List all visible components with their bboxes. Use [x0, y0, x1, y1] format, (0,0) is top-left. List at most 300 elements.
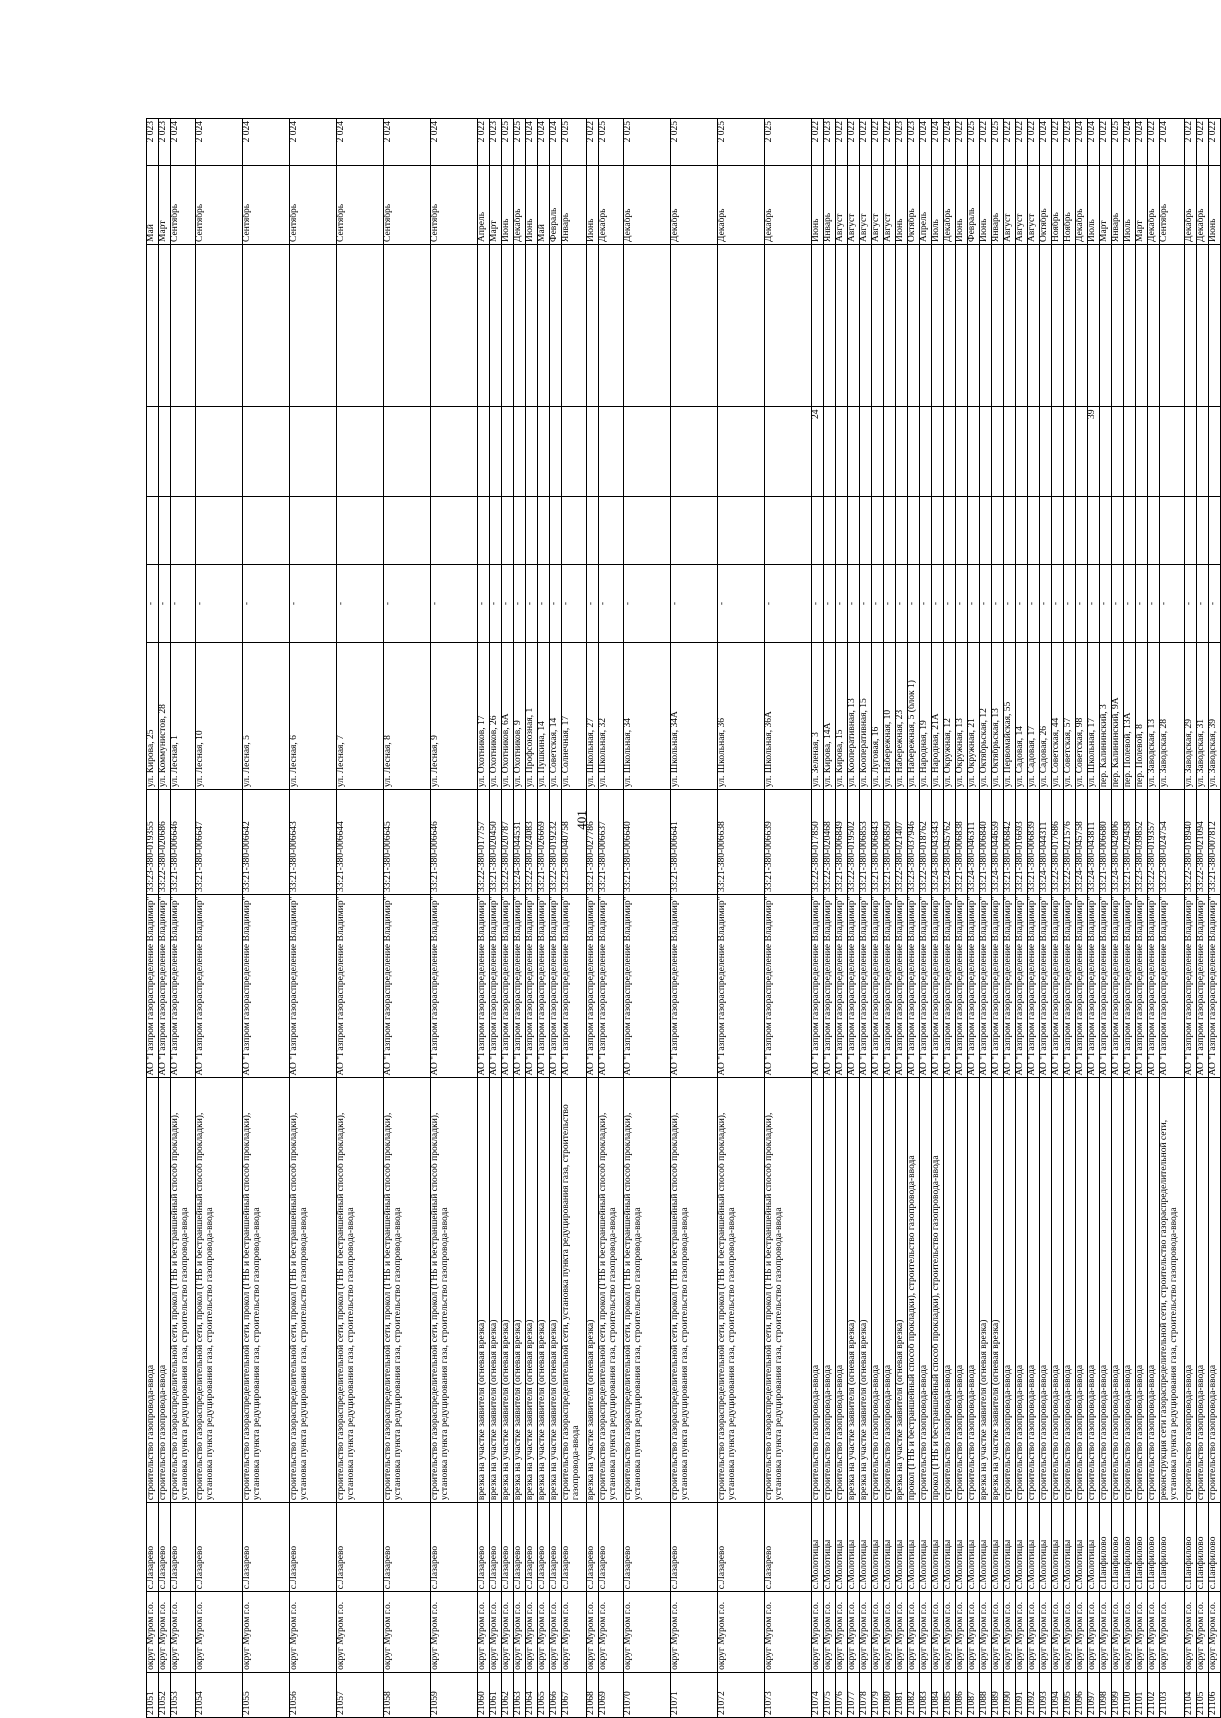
- table-row: [1076, 119, 1088, 1718]
- extra-cell-3: [538, 407, 550, 496]
- work-type-cell: строительство газопровода-ввода: [968, 1078, 980, 1503]
- month-cell: Январь: [1112, 166, 1124, 245]
- month-cell: Июль: [1088, 166, 1100, 245]
- organization-cell: АО "Газпром газораспределение Владимир": [848, 894, 860, 1077]
- district-cell: округ Муром г.о.: [1088, 1592, 1100, 1673]
- month-cell: Сентябрь: [171, 166, 196, 245]
- extra-cell-2: [718, 496, 765, 564]
- row-number: 21057: [337, 1672, 384, 1717]
- work-type-cell: строительство газораспределительной сети, прокол (ГНБ и бестраншейный способ прокладки), установка пункта редуцирования газа, строительство газопровода-ввода: [431, 1078, 478, 1503]
- cadastral-number-cell: 33:21-380-016693: [1016, 790, 1028, 895]
- row-number: 21080: [884, 1672, 896, 1717]
- extra-cell-3: [171, 407, 196, 496]
- locality-cell: с.Лазарево: [171, 1503, 196, 1592]
- table-row: [502, 119, 514, 1718]
- month-cell: Сентябрь: [243, 166, 290, 245]
- address-cell: ул. Школьная, 32: [599, 643, 624, 790]
- extra-cell-1: -: [765, 564, 812, 643]
- table-row: [1016, 119, 1028, 1718]
- address-cell: ул. Заводская, 28: [1160, 643, 1185, 790]
- row-number: 21104: [1185, 1672, 1197, 1717]
- extra-cell-4: [1028, 244, 1040, 407]
- organization-cell: АО "Газпром газораспределение Владимир": [1136, 894, 1148, 1077]
- row-number: 21082: [908, 1672, 920, 1717]
- address-cell: ул. Кирова, 15: [836, 643, 848, 790]
- work-type-cell: строительство газопровода-ввода: [872, 1078, 884, 1503]
- table-row: [337, 119, 384, 1718]
- extra-cell-2: [147, 496, 159, 564]
- extra-cell-1: -: [812, 564, 824, 643]
- month-cell: Февраль: [968, 166, 980, 245]
- organization-cell: АО "Газпром газораспределение Владимир": [431, 894, 478, 1077]
- organization-cell: АО "Газпром газораспределение Владимир": [860, 894, 872, 1077]
- extra-cell-4: [968, 244, 980, 407]
- work-type-cell: врезка на участке заявителя (огневая врезка): [550, 1078, 562, 1503]
- table-row: [478, 119, 490, 1718]
- extra-cell-3: [526, 407, 538, 496]
- table-row: [968, 119, 980, 1718]
- table-row: [1100, 119, 1112, 1718]
- extra-cell-3: [765, 407, 812, 496]
- year-cell: 2 024: [196, 119, 243, 166]
- extra-cell-4: [159, 244, 171, 407]
- address-cell: ул. Лесная, 9: [431, 643, 478, 790]
- district-cell: округ Муром г.о.: [908, 1592, 920, 1673]
- row-number: 21087: [968, 1672, 980, 1717]
- organization-cell: АО "Газпром газораспределение Владимир": [718, 894, 765, 1077]
- work-type-cell: строительство газораспределительной сети, прокол (ГНБ и бестраншейный способ прокладки), установка пункта редуцирования газа, строительство газопровода-ввода: [599, 1078, 624, 1503]
- district-cell: округ Муром г.о.: [337, 1592, 384, 1673]
- extra-cell-4: [1148, 244, 1160, 407]
- address-cell: пер. Полевой, 13А: [1124, 643, 1136, 790]
- table-row: [624, 119, 671, 1718]
- table-row: [1028, 119, 1040, 1718]
- extra-cell-3: [1040, 407, 1052, 496]
- address-cell: ул. Заводская, 29: [1185, 643, 1197, 790]
- table-row: [1052, 119, 1064, 1718]
- extra-cell-2: [562, 496, 587, 564]
- extra-cell-4: [478, 244, 490, 407]
- organization-cell: АО "Газпром газораспределение Владимир": [490, 894, 502, 1077]
- row-number: 21097: [1088, 1672, 1100, 1717]
- extra-cell-3: [1112, 407, 1124, 496]
- year-cell: 2 025: [992, 119, 1004, 166]
- locality-cell: с.Панфилово: [1100, 1503, 1112, 1592]
- year-cell: 2 022: [812, 119, 824, 166]
- locality-cell: с.Лазарево: [550, 1503, 562, 1592]
- year-cell: 2 024: [1124, 119, 1136, 166]
- extra-cell-2: [848, 496, 860, 564]
- work-type-cell: строительство газораспределительной сети, прокол (ГНБ и бестраншейный способ прокладки), установка пункта редуцирования газа, строительство газопровода-ввода: [384, 1078, 431, 1503]
- extra-cell-4: [812, 244, 824, 407]
- address-cell: ул. Октябрьская, 13: [992, 643, 1004, 790]
- locality-cell: с.Лазарево: [431, 1503, 478, 1592]
- year-cell: 2 023: [490, 119, 502, 166]
- district-cell: округ Муром г.о.: [836, 1592, 848, 1673]
- locality-cell: с.Молотицы: [932, 1503, 944, 1592]
- table-row: [1197, 119, 1209, 1718]
- cadastral-number-cell: 33:22-380-020686: [159, 790, 171, 895]
- locality-cell: с.Панфилово: [1148, 1503, 1160, 1592]
- month-cell: Май: [147, 166, 159, 245]
- row-number: 21053: [171, 1672, 196, 1717]
- district-cell: округ Муром г.о.: [490, 1592, 502, 1673]
- table-row: [1112, 119, 1124, 1718]
- organization-cell: АО "Газпром газораспределение Владимир": [538, 894, 550, 1077]
- year-cell: 2 024: [384, 119, 431, 166]
- work-type-cell: строительство газопровода-ввода: [1209, 1078, 1221, 1503]
- organization-cell: АО "Газпром газораспределение Владимир": [147, 894, 159, 1077]
- district-cell: округ Муром г.о.: [1197, 1592, 1209, 1673]
- cadastral-number-cell: 33:21-380-020450: [490, 790, 502, 895]
- address-cell: ул. Коммунистов, 28: [159, 643, 171, 790]
- extra-cell-1: -: [514, 564, 526, 643]
- table-row: [920, 119, 932, 1718]
- extra-cell-3: [384, 407, 431, 496]
- rotated-table-container: [146, 118, 1218, 1718]
- table-row: [1040, 119, 1052, 1718]
- row-number: 21073: [765, 1672, 812, 1717]
- extra-cell-2: [514, 496, 526, 564]
- locality-cell: с.Лазарево: [337, 1503, 384, 1592]
- address-cell: ул. Окружная, 12: [944, 643, 956, 790]
- table-row: [896, 119, 908, 1718]
- work-type-cell: реконструкция сети газораспределительной сети, строительство газораспределительной сети, установка пункта редуцирования газа, строительство газопровода-ввода: [1160, 1078, 1185, 1503]
- extra-cell-2: [490, 496, 502, 564]
- extra-cell-2: [812, 496, 824, 564]
- extra-cell-1: -: [1124, 564, 1136, 643]
- address-cell: ул. Набережная, 23: [896, 643, 908, 790]
- extra-cell-2: [502, 496, 514, 564]
- cadastral-number-cell: 33:24-380-043343: [932, 790, 944, 895]
- month-cell: Июнь: [502, 166, 514, 245]
- work-type-cell: прокол (ГНБ и бестраншейный способ прокладки), строительство газопровода-ввода: [908, 1078, 920, 1503]
- work-type-cell: строительство газопровода-ввода: [1004, 1078, 1016, 1503]
- extra-cell-1: -: [908, 564, 920, 643]
- address-cell: пер. Калининский, 9А: [1112, 643, 1124, 790]
- year-cell: 2 024: [171, 119, 196, 166]
- district-cell: округ Муром г.о.: [196, 1592, 243, 1673]
- district-cell: округ Муром г.о.: [1185, 1592, 1197, 1673]
- table-row: [526, 119, 538, 1718]
- address-cell: ул. Школьная, 36А: [765, 643, 812, 790]
- extra-cell-1: -: [290, 564, 337, 643]
- row-number: 21055: [243, 1672, 290, 1717]
- row-number: 21056: [290, 1672, 337, 1717]
- district-cell: округ Муром г.о.: [824, 1592, 836, 1673]
- year-cell: 2 023: [824, 119, 836, 166]
- row-number: 21060: [478, 1672, 490, 1717]
- address-cell: ул. Кирова, 14А: [824, 643, 836, 790]
- organization-cell: АО "Газпром газораспределение Владимир": [1160, 894, 1185, 1077]
- address-cell: пер. Калининский, 3: [1100, 643, 1112, 790]
- district-cell: округ Муром г.о.: [872, 1592, 884, 1673]
- table-row: [538, 119, 550, 1718]
- month-cell: Апрель: [920, 166, 932, 245]
- extra-cell-3: [196, 407, 243, 496]
- district-cell: округ Муром г.о.: [1148, 1592, 1160, 1673]
- organization-cell: АО "Газпром газораспределение Владимир": [1016, 894, 1028, 1077]
- organization-cell: АО "Газпром газораспределение Владимир": [932, 894, 944, 1077]
- extra-cell-3: [337, 407, 384, 496]
- extra-cell-3: [1100, 407, 1112, 496]
- organization-cell: АО "Газпром газораспределение Владимир": [502, 894, 514, 1077]
- year-cell: 2 025: [562, 119, 587, 166]
- gas-works-table: [146, 118, 1221, 1718]
- extra-cell-4: [1004, 244, 1016, 407]
- row-number: 21089: [992, 1672, 1004, 1717]
- organization-cell: АО "Газпром газораспределение Владимир": [337, 894, 384, 1077]
- year-cell: 2 025: [624, 119, 671, 166]
- extra-cell-4: [908, 244, 920, 407]
- extra-cell-1: -: [944, 564, 956, 643]
- organization-cell: АО "Газпром газораспределение Владимир": [992, 894, 1004, 1077]
- address-cell: ул. Садовая, 14: [1016, 643, 1028, 790]
- extra-cell-2: [538, 496, 550, 564]
- year-cell: 2 022: [884, 119, 896, 166]
- table-row: [718, 119, 765, 1718]
- address-cell: ул. Школьная, 34: [624, 643, 671, 790]
- year-cell: 2 023: [908, 119, 920, 166]
- extra-cell-2: [159, 496, 171, 564]
- locality-cell: с.Панфилово: [1160, 1503, 1185, 1592]
- organization-cell: АО "Газпром газораспределение Владимир": [1148, 894, 1160, 1077]
- extra-cell-4: [884, 244, 896, 407]
- month-cell: Июнь: [526, 166, 538, 245]
- row-number: 21085: [944, 1672, 956, 1717]
- organization-cell: АО "Газпром газораспределение Владимир": [1004, 894, 1016, 1077]
- extra-cell-4: [824, 244, 836, 407]
- district-cell: округ Муром г.о.: [243, 1592, 290, 1673]
- row-number: 21068: [587, 1672, 599, 1717]
- extra-cell-3: [896, 407, 908, 496]
- row-number: 21069: [599, 1672, 624, 1717]
- locality-cell: с.Лазарево: [526, 1503, 538, 1592]
- cadastral-number-cell: 33:21-380-006645: [384, 790, 431, 895]
- month-cell: Март: [159, 166, 171, 245]
- extra-cell-1: -: [836, 564, 848, 643]
- month-cell: Июнь: [980, 166, 992, 245]
- extra-cell-1: -: [1088, 564, 1100, 643]
- extra-cell-2: [1124, 496, 1136, 564]
- extra-cell-2: [478, 496, 490, 564]
- work-type-cell: строительство газораспределительной сети, прокол (ГНБ и бестраншейный способ прокладки), установка пункта редуцирования газа, строительство газопровода-ввода: [196, 1078, 243, 1503]
- organization-cell: АО "Газпром газораспределение Владимир": [624, 894, 671, 1077]
- extra-cell-2: [1076, 496, 1088, 564]
- locality-cell: с.Лазарево: [243, 1503, 290, 1592]
- work-type-cell: строительство газораспределительной сети, прокол (ГНБ и бестраншейный способ прокладки), установка пункта редуцирования газа, строительство газопровода-ввода: [765, 1078, 812, 1503]
- organization-cell: АО "Газпром газораспределение Владимир": [1040, 894, 1052, 1077]
- cadastral-number-cell: 33:21-380-029458: [1124, 790, 1136, 895]
- extra-cell-3: [1136, 407, 1148, 496]
- table-row: [243, 119, 290, 1718]
- district-cell: округ Муром г.о.: [1052, 1592, 1064, 1673]
- cadastral-number-cell: 33:24-380-044311: [1040, 790, 1052, 895]
- cadastral-number-cell: 33:24-380-042806: [1112, 790, 1124, 895]
- cadastral-number-cell: 33:21-380-006643: [290, 790, 337, 895]
- work-type-cell: врезка на участке заявителя (огневая врезка): [514, 1078, 526, 1503]
- organization-cell: АО "Газпром газораспределение Владимир": [1088, 894, 1100, 1077]
- extra-cell-3: [1016, 407, 1028, 496]
- table-row: [147, 119, 159, 1718]
- address-cell: ул. Лесная, 8: [384, 643, 431, 790]
- cadastral-number-cell: 33:22-380-017850: [812, 790, 824, 895]
- month-cell: Август: [1016, 166, 1028, 245]
- extra-cell-1: -: [562, 564, 587, 643]
- district-cell: округ Муром г.о.: [884, 1592, 896, 1673]
- locality-cell: с.Лазарево: [718, 1503, 765, 1592]
- year-cell: 2 024: [1160, 119, 1185, 166]
- year-cell: 2 025: [599, 119, 624, 166]
- row-number: 21067: [562, 1672, 587, 1717]
- locality-cell: с.Молотицы: [956, 1503, 968, 1592]
- extra-cell-1: -: [884, 564, 896, 643]
- month-cell: Июль: [1124, 166, 1136, 245]
- table-row: [824, 119, 836, 1718]
- extra-cell-2: [1088, 496, 1100, 564]
- year-cell: 2 024: [1076, 119, 1088, 166]
- month-cell: Август: [1028, 166, 1040, 245]
- extra-cell-4: [526, 244, 538, 407]
- extra-cell-4: [896, 244, 908, 407]
- month-cell: Январь: [824, 166, 836, 245]
- month-cell: Август: [848, 166, 860, 245]
- row-number: 21066: [550, 1672, 562, 1717]
- organization-cell: АО "Газпром газораспределение Владимир": [478, 894, 490, 1077]
- extra-cell-3: [624, 407, 671, 496]
- cadastral-number-cell: 33:21-380-006646: [431, 790, 478, 895]
- extra-cell-2: [1136, 496, 1148, 564]
- district-cell: округ Муром г.о.: [992, 1592, 1004, 1673]
- work-type-cell: врезка на участке заявителя (огневая врезка): [478, 1078, 490, 1503]
- extra-cell-1: -: [243, 564, 290, 643]
- row-number: 21072: [718, 1672, 765, 1717]
- row-number: 21070: [624, 1672, 671, 1717]
- address-cell: ул. Охотников, 6А: [502, 643, 514, 790]
- extra-cell-2: [824, 496, 836, 564]
- year-cell: 2 023: [1064, 119, 1076, 166]
- extra-cell-3: [1064, 407, 1076, 496]
- address-cell: ул. Заводская, 39: [1209, 643, 1221, 790]
- extra-cell-1: -: [1052, 564, 1064, 643]
- work-type-cell: строительство газораспределительной сети, прокол (ГНБ и бестраншейный способ прокладки), установка пункта редуцирования газа, строительство газопровода-ввода: [624, 1078, 671, 1503]
- month-cell: Сентябрь: [337, 166, 384, 245]
- extra-cell-2: [1160, 496, 1185, 564]
- month-cell: Июнь: [587, 166, 599, 245]
- extra-cell-4: [860, 244, 872, 407]
- extra-cell-2: [836, 496, 848, 564]
- extra-cell-3: 24: [812, 407, 824, 496]
- row-number: 21062: [502, 1672, 514, 1717]
- month-cell: Декабрь: [765, 166, 812, 245]
- extra-cell-1: -: [824, 564, 836, 643]
- year-cell: 2 025: [968, 119, 980, 166]
- address-cell: ул. Советская, 98: [1076, 643, 1088, 790]
- row-number: 21061: [490, 1672, 502, 1717]
- address-cell: ул. Советская, 44: [1052, 643, 1064, 790]
- month-cell: Март: [1100, 166, 1112, 245]
- table-row: [171, 119, 196, 1718]
- extra-cell-2: [337, 496, 384, 564]
- cadastral-number-cell: 33:22-380-018762: [920, 790, 932, 895]
- locality-cell: с.Лазарево: [290, 1503, 337, 1592]
- year-cell: 2 022: [836, 119, 848, 166]
- address-cell: ул. Школьная, 17: [1088, 643, 1100, 790]
- locality-cell: с.Лазарево: [502, 1503, 514, 1592]
- extra-cell-1: -: [587, 564, 599, 643]
- extra-cell-3: [147, 407, 159, 496]
- cadastral-number-cell: 33:23-380-040758: [562, 790, 587, 895]
- extra-cell-4: [1112, 244, 1124, 407]
- month-cell: Сентябрь: [1160, 166, 1185, 245]
- table-row: [860, 119, 872, 1718]
- organization-cell: АО "Газпром газораспределение Владимир": [196, 894, 243, 1077]
- extra-cell-2: [908, 496, 920, 564]
- locality-cell: с.Молотицы: [824, 1503, 836, 1592]
- address-cell: ул. Первомайская, 55: [1004, 643, 1016, 790]
- cadastral-number-cell: 33:23-380-019355: [147, 790, 159, 895]
- locality-cell: с.Лазарево: [478, 1503, 490, 1592]
- district-cell: округ Муром г.о.: [956, 1592, 968, 1673]
- month-cell: Сентябрь: [384, 166, 431, 245]
- year-cell: 2 022: [872, 119, 884, 166]
- address-cell: ул. Советская, 14: [550, 643, 562, 790]
- month-cell: Июнь: [956, 166, 968, 245]
- extra-cell-4: [624, 244, 671, 407]
- address-cell: ул. Зеленая, 3: [812, 643, 824, 790]
- extra-cell-2: [932, 496, 944, 564]
- address-cell: ул. Школьная, 34А: [671, 643, 718, 790]
- cadastral-number-cell: 33:24-380-045762: [944, 790, 956, 895]
- work-type-cell: строительство газопровода-ввода: [147, 1078, 159, 1503]
- organization-cell: АО "Газпром газораспределение Владимир": [243, 894, 290, 1077]
- cadastral-number-cell: 33:21-380-006680: [1100, 790, 1112, 895]
- cadastral-number-cell: 33:21-380-006642: [243, 790, 290, 895]
- locality-cell: с.Лазарево: [384, 1503, 431, 1592]
- address-cell: ул. Школьная, 27: [587, 643, 599, 790]
- work-type-cell: строительство газораспределительной сети, прокол (ГНБ и бестраншейный способ прокладки), установка пункта редуцирования газа, строительство газопровода-ввода: [243, 1078, 290, 1503]
- year-cell: 2 023: [147, 119, 159, 166]
- extra-cell-4: [538, 244, 550, 407]
- work-type-cell: строительство газопровода-ввода: [944, 1078, 956, 1503]
- month-cell: Июнь: [812, 166, 824, 245]
- extra-cell-4: [671, 244, 718, 407]
- work-type-cell: врезка на участке заявителя (огневая врезка): [848, 1078, 860, 1503]
- extra-cell-2: [980, 496, 992, 564]
- extra-cell-3: [860, 407, 872, 496]
- table-row: [944, 119, 956, 1718]
- extra-cell-2: [1052, 496, 1064, 564]
- district-cell: округ Муром г.о.: [526, 1592, 538, 1673]
- extra-cell-3: [1076, 407, 1088, 496]
- year-cell: 2 022: [478, 119, 490, 166]
- locality-cell: с.Лазарево: [514, 1503, 526, 1592]
- organization-cell: АО "Газпром газораспределение Владимир": [884, 894, 896, 1077]
- extra-cell-2: [884, 496, 896, 564]
- month-cell: Январь: [992, 166, 1004, 245]
- extra-cell-4: [765, 244, 812, 407]
- extra-cell-2: [765, 496, 812, 564]
- locality-cell: с.Молотицы: [1028, 1503, 1040, 1592]
- year-cell: 2 022: [1100, 119, 1112, 166]
- year-cell: 2 022: [1004, 119, 1016, 166]
- district-cell: округ Муром г.о.: [1112, 1592, 1124, 1673]
- district-cell: округ Муром г.о.: [920, 1592, 932, 1673]
- extra-cell-2: [1028, 496, 1040, 564]
- locality-cell: с.Молотицы: [908, 1503, 920, 1592]
- district-cell: округ Муром г.о.: [550, 1592, 562, 1673]
- extra-cell-2: [1209, 496, 1221, 564]
